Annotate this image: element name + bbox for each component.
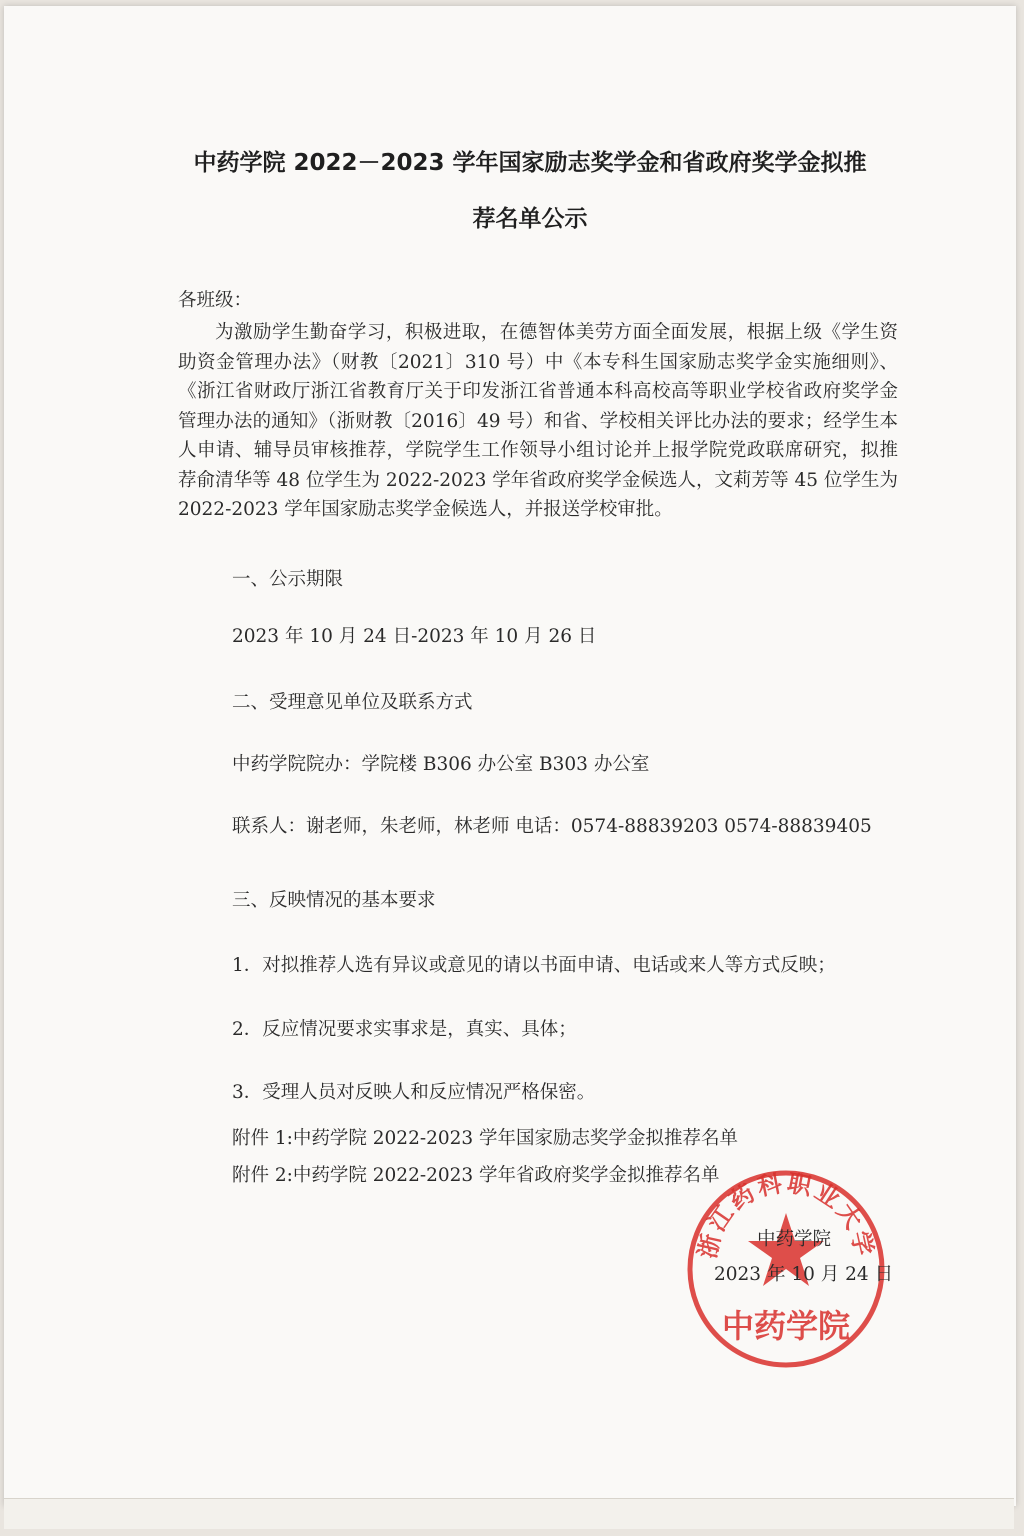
seal-outer-text: 浙江药科职业大学 — [693, 1168, 879, 1261]
section-2-heading: 二、受理意见单位及联系方式 — [232, 692, 473, 713]
salutation: 各班级： — [178, 290, 253, 311]
signature-date: 2023 年 10 月 24 日 — [714, 1264, 894, 1285]
document-title-line-1: 中药学院 2022－2023 学年国家励志奖学金和省政府奖学金拟推 — [193, 150, 867, 176]
underlying-page-edge — [4, 1498, 1014, 1529]
requirement-item: 3．受理人员对反映人和反应情况严格保密。 — [232, 1082, 596, 1103]
section-3-heading: 三、反映情况的基本要求 — [232, 890, 436, 911]
requirement-item: 2．反应情况要求实事求是，真实、具体； — [232, 1019, 577, 1040]
attachment-item: 附件 1:中药学院 2022-2023 学年国家励志奖学金拟推荐名单 — [232, 1128, 739, 1149]
seal-inner-text: 中药学院 — [721, 1307, 851, 1345]
document-title-line-2: 荐名单公示 — [472, 206, 588, 232]
contact-info: 联系人：谢老师，朱老师，林老师 电话：0574-88839203 0574-88839405 — [232, 816, 872, 837]
office-location: 中药学院院办：学院楼 B306 办公室 B303 办公室 — [232, 754, 650, 775]
requirement-item: 1．对拟推荐人选有异议或意见的请以书面申请、电话或来人等方式反映； — [232, 955, 836, 976]
notice-period: 2023 年 10 月 24 日-2023 年 10 月 26 日 — [232, 626, 597, 647]
section-1-heading: 一、公示期限 — [232, 569, 344, 590]
body-paragraph: 为激励学生勤奋学习，积极进取，在德智体美劳方面全面发展，根据上级《学生资助资金管理办法》（财教〔2021〕310 号）中《本专科生国家励志奖学金实施细则》、《浙江省财政厅浙江省教育厅关于印发浙江省普通本科高校高等职业学校省政府奖学金管理办法的通知》（浙财教〔2016〕49 号）和省、学校相关评比办法的要求；经学生本人申请、辅导员审核推荐，学院学生工作领导小组讨论并上报学院党政联席研究，拟推荐俞清华等 48 位学生为 2022-2023 学年省政府奖学金候选人，文莉芳等 45 位学生为 2022-2023 学年国家励志奖学金候选人，并报送学校审批。 — [178, 322, 898, 520]
signature-org: 中药学院 — [757, 1229, 832, 1250]
attachment-item: 附件 2:中药学院 2022-2023 学年省政府奖学金拟推荐名单 — [232, 1165, 720, 1186]
